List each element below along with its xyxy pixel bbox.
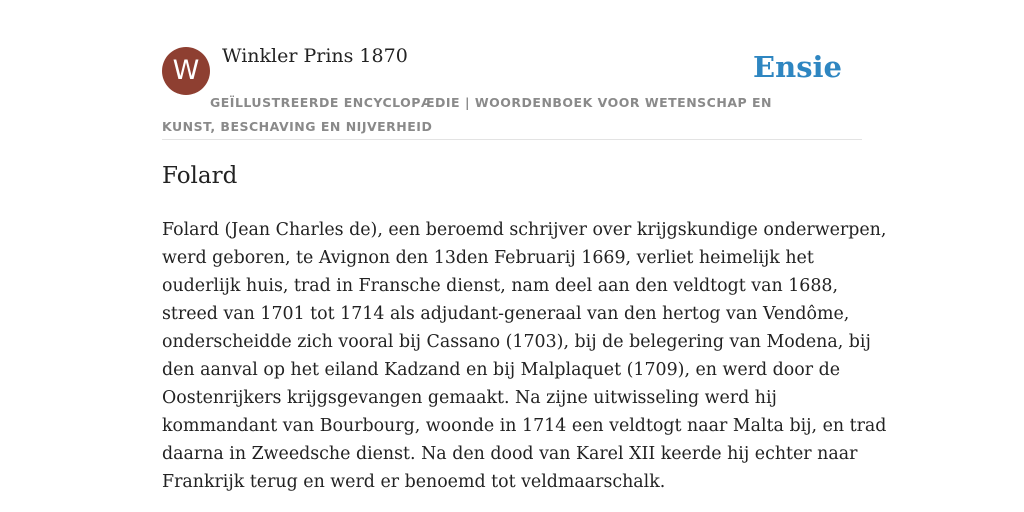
article-line: ouderlijk huis, trad in Fransche dienst, nam deel aan den veldtogt van 1688, xyxy=(162,276,838,296)
avatar-letter: W xyxy=(172,55,200,86)
article-line: den aanval op het eiland Kadzand en bij Malplaquet (1709), en werd door de xyxy=(162,360,841,380)
source-title[interactable]: Winkler Prins 1870 xyxy=(222,45,408,67)
article-line: daarna in Zweedsche dienst. Na den dood van Karel XII keerde hij echter naar xyxy=(162,444,858,464)
article-line: Oostenrijkers krijgsgevangen gemaakt. Na zijne uitwisseling werd hij xyxy=(162,388,777,408)
article-line: Frankrijk terug en werd er benoemd tot veldmaarschalk. xyxy=(162,472,666,492)
article-body xyxy=(162,216,887,496)
article-line: werd geboren, te Avignon den 13den Februarij 1669, verliet heimelijk het xyxy=(162,248,814,268)
article-line: kommandant van Bourbourg, woonde in 1714 een veldtogt naar Malta bij, en trad xyxy=(162,416,887,436)
article-title: Folard xyxy=(162,163,238,189)
article-line: onderscheidde zich vooral bij Cassano (1703), bij de belegering van Modena, bij xyxy=(162,332,871,352)
article-line: streed van 1701 tot 1714 als adjudant-generaal van den hertog van Vendôme, xyxy=(162,304,850,324)
article-line: Folard (Jean Charles de), een beroemd schrijver over krijgskundige onderwerpen, xyxy=(162,220,887,240)
source-avatar[interactable] xyxy=(162,47,210,95)
header-divider xyxy=(162,139,862,140)
brand-logo[interactable]: Ensie xyxy=(753,50,842,84)
source-subtitle: GEÏLLUSTREERDE ENCYCLOPÆDIE | WOORDENBOEK VOOR WETENSCHAP EN KUNST, BESCHAVING EN NIJVERHEID xyxy=(162,95,773,134)
